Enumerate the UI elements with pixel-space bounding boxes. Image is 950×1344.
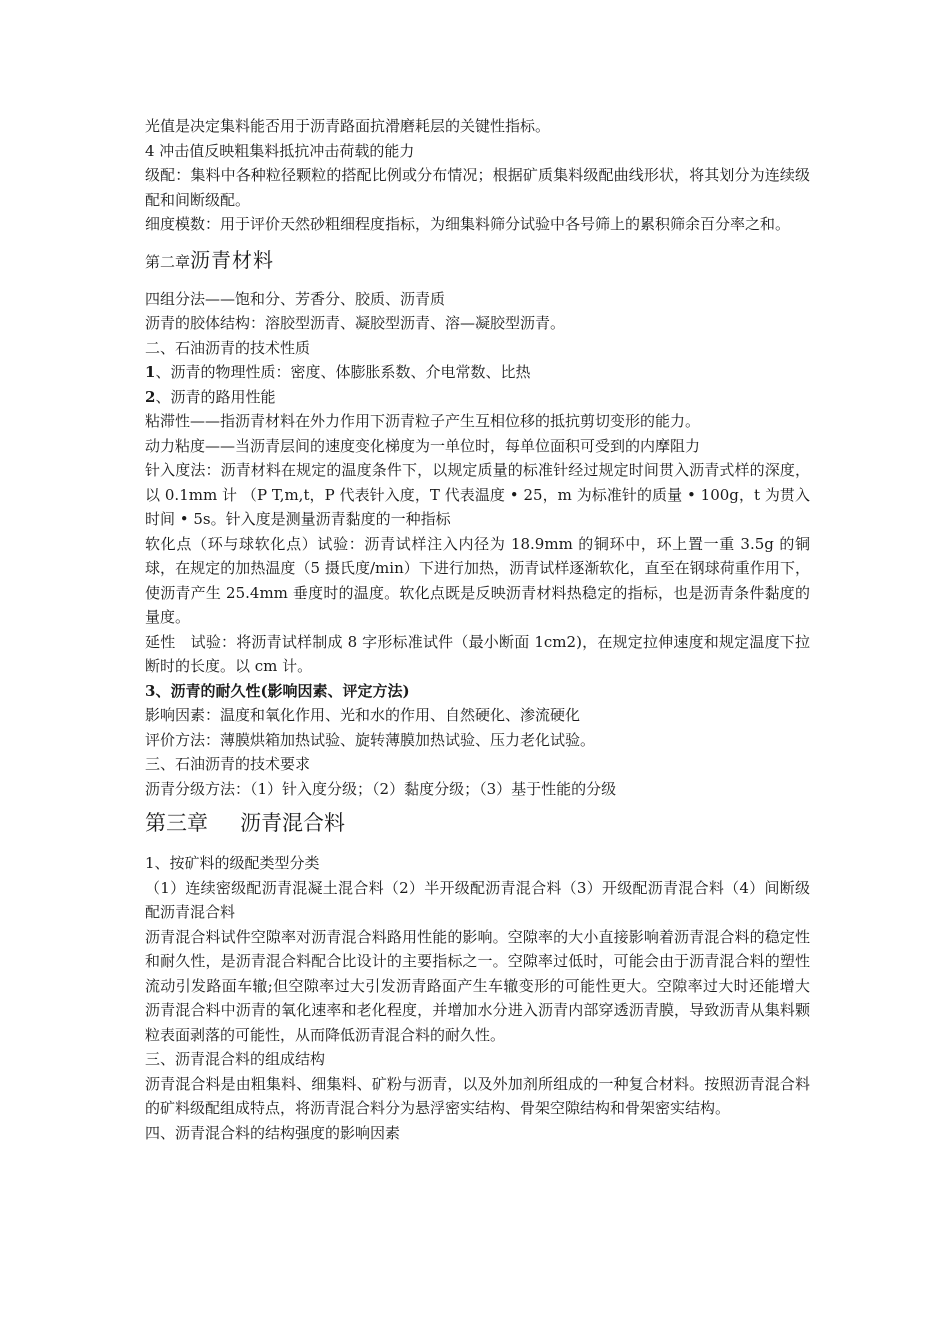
chapter-2-heading bbox=[145, 245, 810, 277]
item-text: 、沥青的耐久性(影响因素、评定方法) bbox=[155, 681, 410, 700]
section-strength-factors: 四、沥青混合料的结构强度的影响因素 bbox=[145, 1123, 401, 1142]
paragraph-penetration: 针入度法：沥青材料在规定的温度条件下，以规定质量的标准针经过规定时间贯入沥青式样的深度，以 0.1mm 计 （P T,m,t，P 代表针入度，T 代表温度 • 25，m 为标准针的质量 • 100g，t 为贯入时间 • 5s。针入度是测量沥青黏度的一种指标 bbox=[145, 461, 810, 528]
item-text: 、沥青的路用性能 bbox=[155, 387, 276, 406]
item-durability bbox=[145, 679, 810, 704]
paragraph-viscosity: 粘滞性——指沥青材料在外力作用下沥青粒子产生互相位移的抵抗剪切变形的能力。 bbox=[145, 412, 701, 430]
paragraph-polished-value: 光值是决定集料能否用于沥青路面抗滑磨耗层的关键性指标。 bbox=[145, 117, 551, 135]
item-number: 2 bbox=[145, 387, 156, 406]
chapter-2-title: 沥青材料 bbox=[190, 247, 275, 272]
paragraph-void-ratio: 沥青混合料试件空隙率对沥青混合料路用性能的影响。空隙率的大小直接影响着沥青混合料的稳定性和耐久性，是沥青混合料配合比设计的主要指标之一。空隙率过低时，可能会由于沥青混合料的塑性流动引发路面车辙;但空隙率过大引发沥青路面产生车辙变形的可能性更大。空隙率过大时还能增大沥青混合料中沥青的氧化速率和老化程度，并增加水分进入沥青内部穿透沥青膜，导致沥青从集料颗粒表面剥落的可能性，从而降低沥青混合料的耐久性。 bbox=[145, 927, 810, 1044]
paragraph-colloid-structure: 沥青的胶体结构：溶胶型沥青、凝胶型沥青、溶—凝胶型沥青。 bbox=[145, 314, 566, 332]
item-road-performance bbox=[145, 385, 810, 410]
document-body bbox=[145, 114, 810, 1145]
item-number: 1 bbox=[145, 363, 156, 381]
section-technical-requirements: 三、石油沥青的技术要求 bbox=[145, 755, 311, 773]
paragraph-fineness-modulus: 细度模数：用于评价天然砂粗细程度指标，为细集料筛分试验中各号筛上的累积筛余百分率之和。 bbox=[145, 215, 791, 233]
paragraph-dynamic-viscosity: 动力粘度——当沥青层间的速度变化梯度为一单位时，每单位面积可受到的内摩阻力 bbox=[145, 436, 701, 455]
paragraph-mixture-types: （1）连续密级配沥青混凝土混合料（2）半开级配沥青混合料（3）开级配沥青混合料（4）间断级配沥青混合料 bbox=[145, 878, 810, 921]
chapter-3-prefix: 第三章 bbox=[145, 811, 208, 835]
item-gradation-type: 1、按矿料的级配类型分类 bbox=[145, 854, 320, 872]
chapter-3-title: 沥青混合料 bbox=[240, 811, 345, 835]
item-number: 3 bbox=[145, 681, 156, 700]
paragraph-four-component: 四组分法——饱和分、芳香分、胶质、沥青质 bbox=[145, 289, 446, 308]
paragraph-impact-value: 4 冲击值反映粗集料抵抗冲击荷载的能力 bbox=[145, 141, 415, 160]
section-technical-properties: 二、石油沥青的技术性质 bbox=[145, 338, 311, 357]
paragraph-evaluation-methods: 评价方法：薄膜烘箱加热试验、旋转薄膜加热试验、压力老化试验。 bbox=[145, 730, 596, 749]
section-composition-structure: 三、沥青混合料的组成结构 bbox=[145, 1050, 326, 1068]
item-physical-properties bbox=[145, 360, 810, 385]
item-text: 、沥青的物理性质：密度、体膨胀系数、介电常数、比热 bbox=[155, 363, 531, 381]
chapter-3-heading bbox=[145, 805, 810, 841]
paragraph-grading-methods: 沥青分级方法：（1）针入度分级；（2）黏度分级；（3）基于性能的分级 bbox=[145, 779, 617, 798]
paragraph-softening-point: 软化点（环与球软化点）试验：沥青试样注入内径为 18.9mm 的铜环中，环上置一重 3.5g 的铜球，在规定的加热温度（5 摄氏度/min）下进行加热，沥青试样逐渐软化，直至在钢球荷重作用下，使沥青产生 25.4mm 垂度时的温度。软化点既是反映沥青材料热稳定的指标，也是沥青条件黏度的量度。 bbox=[145, 534, 810, 626]
paragraph-ductility: 延性 试验：将沥青试样制成 8 字形标准试件（最小断面 1cm2)，在规定拉伸速度和规定温度下拉断时的长度。以 cm 计。 bbox=[145, 632, 810, 675]
chapter-2-prefix: 第二章 bbox=[145, 252, 191, 271]
paragraph-gradation: 级配：集料中各种粒径颗粒的搭配比例或分布情况；根据矿质集料级配曲线形状，将其划分为连续级配和间断级配。 bbox=[145, 166, 810, 209]
paragraph-composite-material: 沥青混合料是由粗集料、细集料、矿粉与沥青，以及外加剂所组成的一种复合材料。按照沥青混合料的矿料级配组成特点，将沥青混合料分为悬浮密实结构、骨架空隙结构和骨架密实结构。 bbox=[145, 1074, 810, 1117]
paragraph-influencing-factors: 影响因素：温度和氧化作用、光和水的作用、自然硬化、渗流硬化 bbox=[145, 706, 581, 724]
